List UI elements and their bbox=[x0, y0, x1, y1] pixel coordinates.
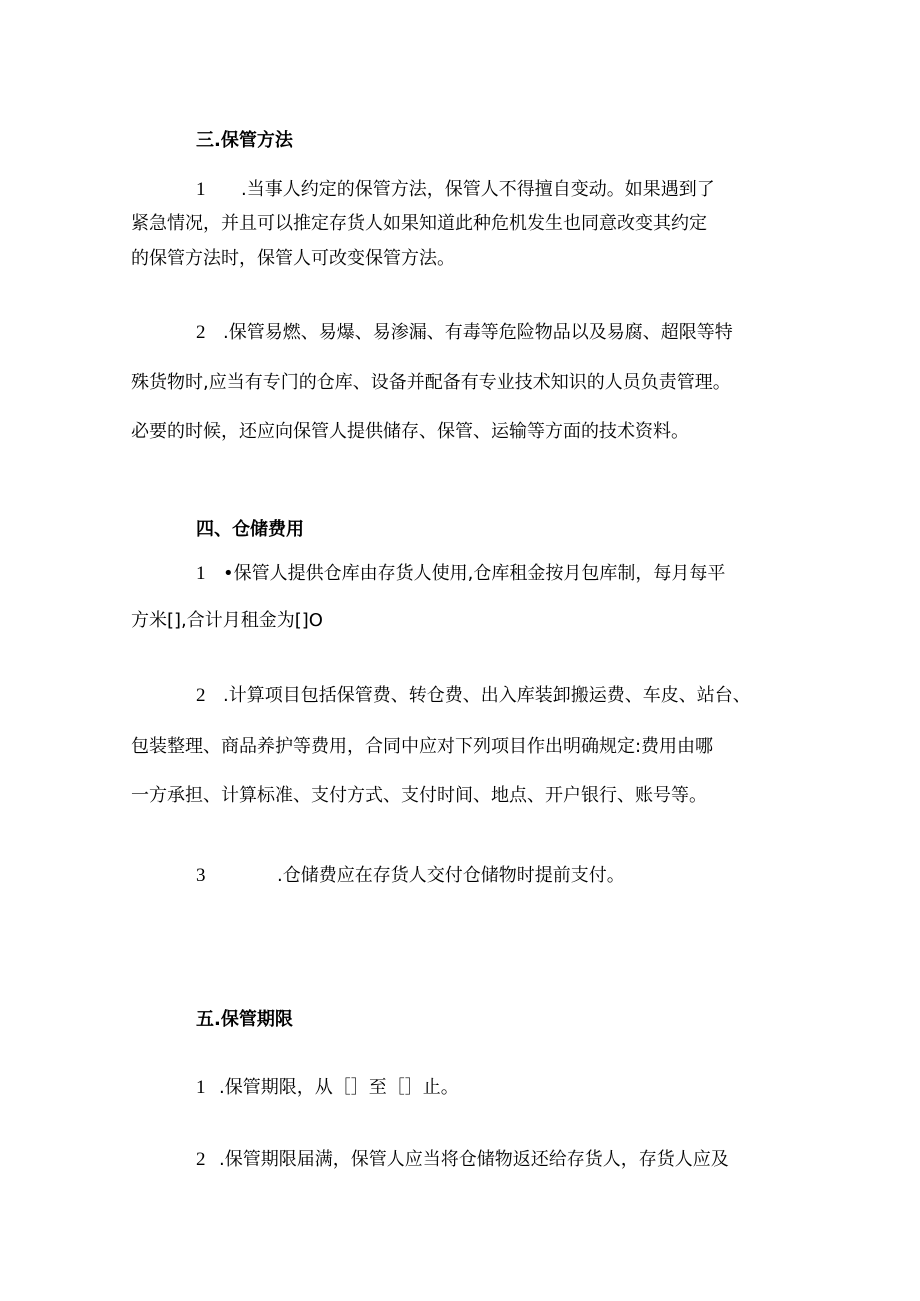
s5-item2-line1: .保管期限届满，保管人应当将仓储物返还给存货人，存货人应及 bbox=[219, 1149, 729, 1170]
s3-item1-line2: 紧急情况，并且可以推定存货人如果知道此种危机发生也同意改变其约定 bbox=[131, 213, 707, 234]
s5-item1-number: 1 bbox=[196, 1077, 206, 1098]
s4-item2-line1: .计算项目包括保管费、转仓费、出入库装卸搬运费、车皮、站台、 bbox=[223, 685, 751, 706]
s3-item2-line3: 必要的时候，还应向保管人提供储存、保管、运输等方面的技术资料。 bbox=[131, 421, 689, 442]
s4-item1-line2: 方米[],合计月租金为[]O bbox=[131, 610, 323, 631]
s3-item1-number: 1 bbox=[196, 179, 206, 200]
s5-item2-number: 2 bbox=[196, 1149, 206, 1170]
section-3-heading: 三.保管方法 bbox=[196, 130, 293, 151]
s4-item2-number: 2 bbox=[196, 685, 206, 706]
s4-item1-number: 1 bbox=[196, 563, 206, 584]
s3-item1-line1: .当事人约定的保管方法，保管人不得擅自变动。如果遇到了 bbox=[241, 179, 715, 200]
s3-item2-number: 2 bbox=[196, 322, 206, 343]
s4-item2-line3: 一方承担、计算标准、支付方式、支付时间、地点、开户银行、账号等。 bbox=[131, 785, 707, 806]
s5-item1-line1: .保管期限，从［］至［］止。 bbox=[219, 1077, 459, 1098]
s3-item2-line1: .保管易燃、易爆、易渗漏、有毒等危险物品以及易腐、超限等特 bbox=[223, 322, 733, 343]
section-5-heading: 五.保管期限 bbox=[196, 1009, 293, 1030]
s3-item1-line3: 的保管方法时，保管人可改变保管方法。 bbox=[131, 248, 455, 269]
section-4-heading: 四、仓储费用 bbox=[196, 519, 304, 540]
s4-item3-number: 3 bbox=[196, 865, 206, 886]
s4-item3-line1: .仓储费应在存货人交付仓储物时提前支付。 bbox=[277, 865, 625, 886]
s4-item2-line2: 包装整理、商品养护等费用，合同中应对下列项目作出明确规定:费用由哪 bbox=[131, 736, 714, 757]
s3-item2-line2: 殊货物时,应当有专门的仓库、设备并配备有专业技术知识的人员负责管理。 bbox=[131, 372, 731, 393]
s4-item1-line1: •保管人提供仓库由存货人使用,仓库租金按月包库制，每月每平 bbox=[223, 563, 726, 584]
